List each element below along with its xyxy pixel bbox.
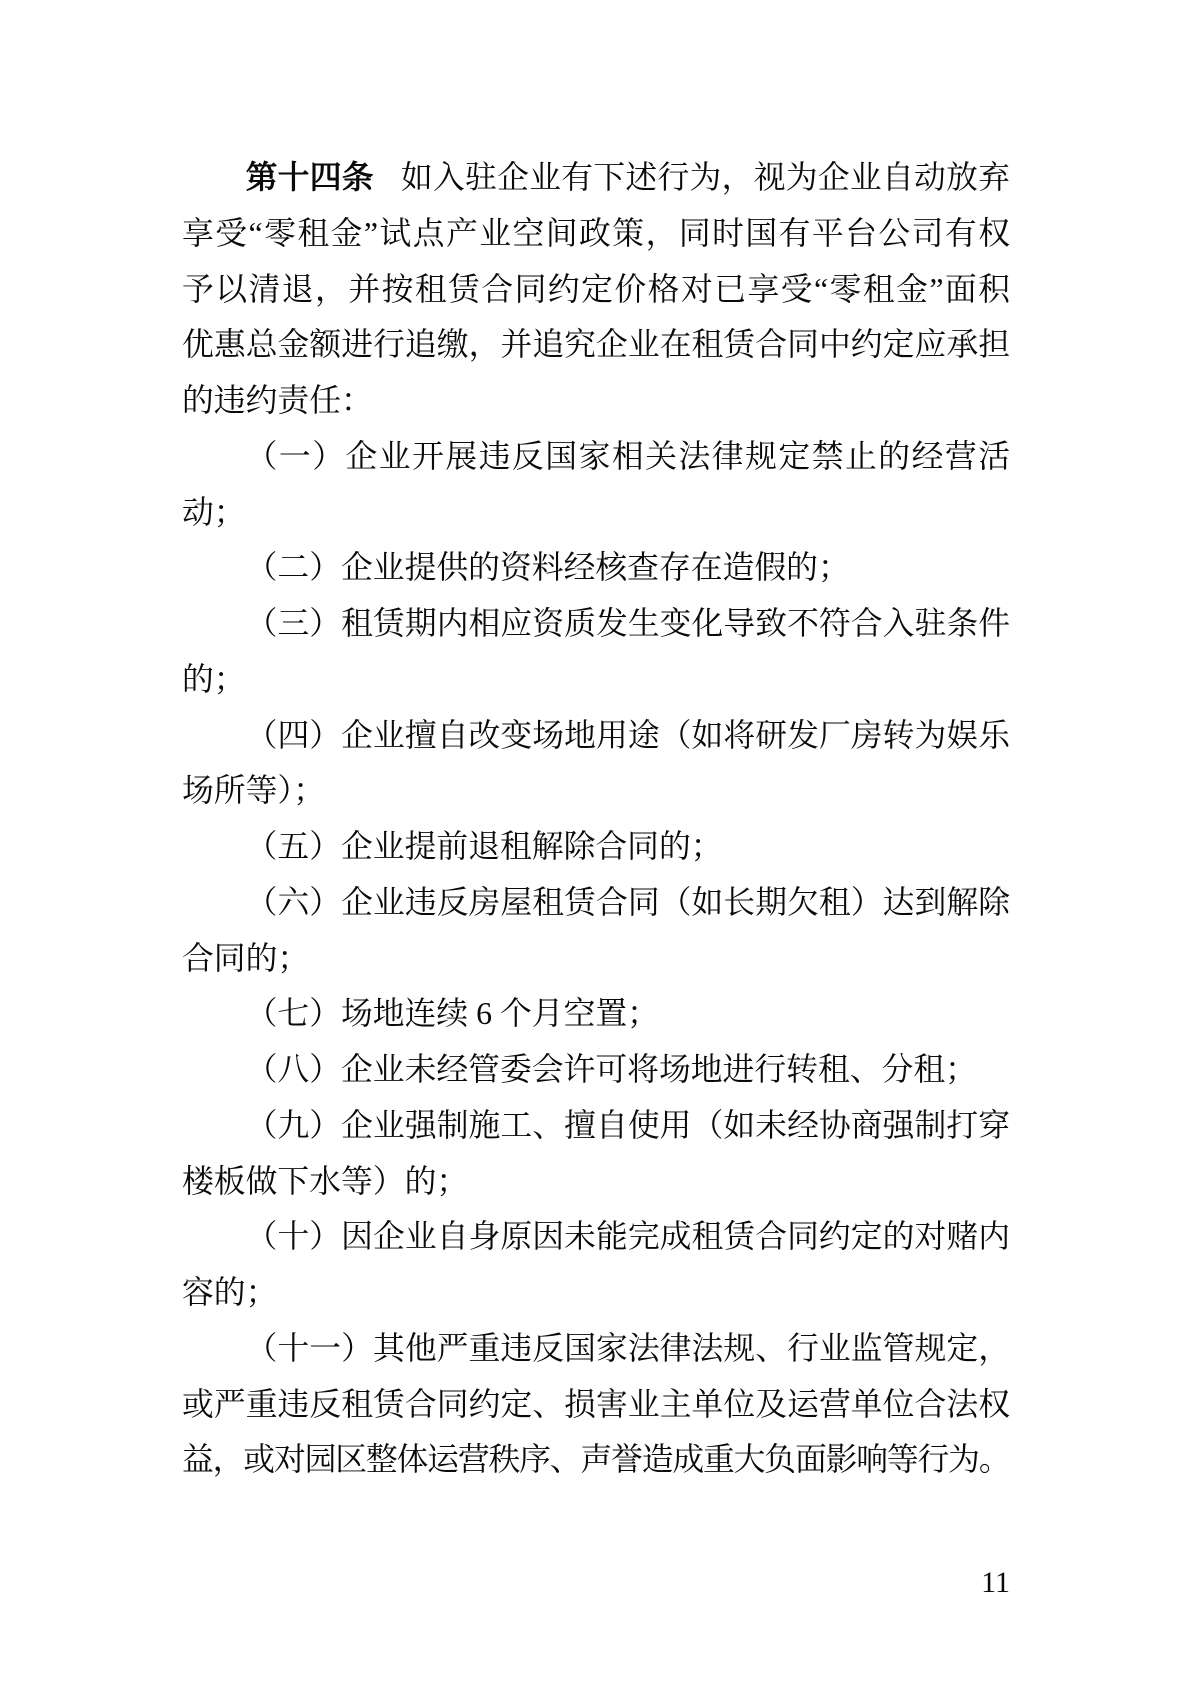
paragraph <box>182 150 1010 429</box>
text-line: （二）企业提供的资料经核查存在造假的； <box>245 550 850 586</box>
text-line: （十）因企业自身原因未能完成租赁合同约定的对赌内 <box>245 1219 1010 1255</box>
text-line: （七）场地连续 6 个月空置； <box>245 996 659 1032</box>
text-line: 享受“零租金”试点产业空间政策，同时国有平台公司有权 <box>182 215 1010 251</box>
text-line: （八）企业未经管委会许可将场地进行转租、分租； <box>245 1052 977 1087</box>
text-line: （一）企业开展违反国家相关法律规定禁止的经营活 <box>245 438 1010 474</box>
paragraph <box>182 819 1010 875</box>
text-line: （三）租赁期内相应资质发生变化导致不符合入驻条件 <box>245 606 1010 641</box>
text-line: 益，或对园区整体运营秩序、声誉造成重大负面影响等行为。 <box>182 1442 1010 1478</box>
article-number: 第十四条 <box>245 160 374 195</box>
text-line: 楼板做下水等）的； <box>182 1163 469 1199</box>
paragraph <box>182 1098 1010 1210</box>
paragraph <box>182 540 1010 596</box>
text-line: 合同的； <box>182 940 310 976</box>
text-line: 的； <box>182 661 246 697</box>
text-line: 场所等）； <box>182 773 326 809</box>
text-line: （六）企业违反房屋租赁合同（如长期欠租）达到解除 <box>245 884 1010 920</box>
paragraph <box>182 1321 1010 1488</box>
text-line: 动； <box>182 494 246 530</box>
paragraph <box>182 986 1010 1042</box>
text-line: （九）企业强制施工、擅自使用（如未经协商强制打穿 <box>245 1107 1010 1143</box>
text-line: （五）企业提前退租解除合同的； <box>245 829 723 864</box>
text-line: 的违约责任： <box>182 383 373 418</box>
paragraph <box>182 1209 1010 1321</box>
paragraph <box>182 429 1010 541</box>
text-line <box>182 150 1010 206</box>
article-body <box>182 150 1010 1488</box>
text-line: 优惠总金额进行追缴，并追究企业在租赁合同中约定应承担 <box>182 327 1010 363</box>
text-line: 容的； <box>182 1275 278 1310</box>
page-number: 11 <box>981 1566 1010 1599</box>
line-text: 如入驻企业有下述行为，视为企业自动放弃 <box>400 160 1010 195</box>
paragraph <box>182 708 1010 820</box>
text-line: 或严重违反租赁合同约定、损害业主单位及运营单位合法权 <box>182 1386 1010 1422</box>
paragraph <box>182 596 1010 708</box>
paragraph <box>182 1042 1010 1098</box>
text-line: （四）企业擅自改变场地用途（如将研发厂房转为娱乐 <box>245 717 1010 753</box>
text-line: （十一）其他严重违反国家法律法规、行业监管规定， <box>245 1330 1010 1366</box>
text-line: 予以清退，并按租赁合同约定价格对已享受“零租金”面积 <box>182 271 1010 307</box>
paragraph <box>182 875 1010 987</box>
